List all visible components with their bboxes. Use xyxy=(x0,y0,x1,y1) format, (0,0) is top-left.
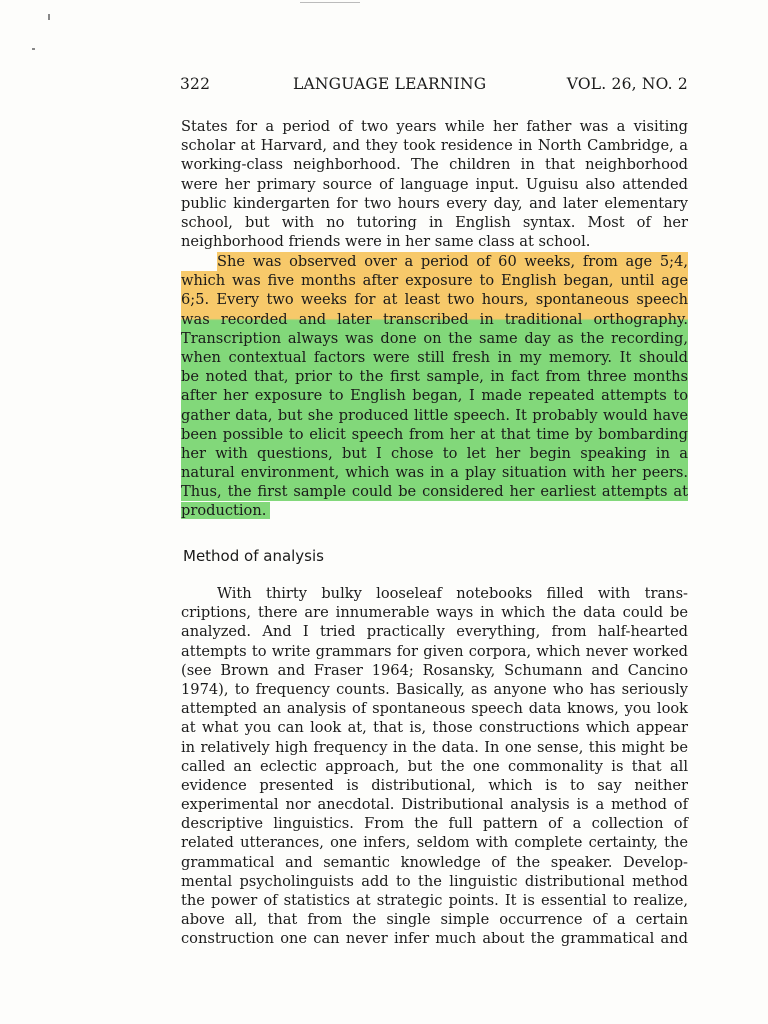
text-line: school, but with no tutoring in English syntax. Most of her xyxy=(181,213,688,231)
section-heading: Method of analysis xyxy=(183,547,324,565)
text-line: working-class neighborhood. The children in that neighborhood xyxy=(181,156,688,174)
highlight-green xyxy=(181,425,688,444)
paragraph-2-highlighted xyxy=(181,252,688,521)
text-line: the power of statistics at strategic points. It is essential to realize, xyxy=(181,892,688,909)
highlight-yellow xyxy=(181,271,688,290)
highlight-yellow xyxy=(181,290,688,309)
text-line: was recorded and later transcribed in traditional orthography. xyxy=(181,310,688,328)
highlight-green xyxy=(181,444,688,463)
text-line: natural environment, which was in a play situation with her peers. xyxy=(181,464,688,482)
text-line: evidence presented is distributional, which is to say neither xyxy=(181,776,688,794)
text-line: States for a period of two years while her father was a visiting xyxy=(181,118,688,135)
text-line: She was observed over a period of 60 weeks, from age 5;4, xyxy=(217,253,688,270)
running-header xyxy=(180,75,688,97)
paragraph-3 xyxy=(181,584,688,949)
text-line: Transcription always was done on the same day as the recording, xyxy=(181,329,688,347)
volume-issue: VOL. 26, NO. 2 xyxy=(566,75,688,93)
highlight-green xyxy=(181,406,688,425)
highlight-green xyxy=(181,367,688,386)
scan-artifact xyxy=(300,2,360,3)
text-line: neighborhood friends were in her same class at school. xyxy=(181,233,591,251)
text-line: 6;5. Every two weeks for at least two hours, spontaneous speech xyxy=(181,291,688,309)
text-line: public kindergarten for two hours every day, and later elementary xyxy=(181,194,688,212)
text-line: production. xyxy=(181,502,270,519)
highlight-yellow xyxy=(217,252,688,271)
text-line: analyzed. And I tried practically everything, from half-hearted xyxy=(181,623,688,641)
highlight-green xyxy=(181,463,688,482)
text-line: were her primary source of language input. Uguisu also attended xyxy=(181,175,688,193)
text-line: With thirty bulky looseleaf notebooks filled with trans- xyxy=(217,585,688,602)
highlight-green xyxy=(181,482,688,501)
text-line: attempted an analysis of spontaneous speech data knows, you look xyxy=(181,700,688,718)
highlight-green-last xyxy=(181,501,688,520)
text-line: mental psycholinguists add to the linguistic distributional method xyxy=(181,872,688,890)
highlight-green xyxy=(181,386,688,405)
text-line: descriptive linguistics. From the full pattern of a collection of xyxy=(181,815,688,833)
text-line: been possible to elicit speech from her at that time by bombarding xyxy=(181,425,688,443)
text-line: in relatively high frequency in the data. In one sense, this might be xyxy=(181,738,688,756)
text-line: experimental nor anecdotal. Distributional analysis is a method of xyxy=(181,796,688,814)
text-line: at what you can look at, that is, those constructions which appear xyxy=(181,719,688,737)
paragraph-1 xyxy=(181,117,688,251)
text-line: gather data, but she produced little speech. It probably would have xyxy=(181,406,688,424)
text-line: grammatical and semantic knowledge of the speaker. Develop- xyxy=(181,853,688,871)
text-line: (see Brown and Fraser 1964; Rosansky, Schumann and Cancino xyxy=(181,661,688,679)
text-line: be noted that, prior to the first sample, in fact from three months xyxy=(181,368,688,386)
text-line: related utterances, one infers, seldom with complete certainty, the xyxy=(181,834,688,852)
text-line: after her exposure to English began, I made repeated attempts to xyxy=(181,387,688,405)
text-line: criptions, there are innumerable ways in which the data could be xyxy=(181,604,688,622)
scan-artifact xyxy=(48,14,50,20)
highlight-green xyxy=(181,348,688,367)
text-line: attempts to write grammars for given corpora, which never worked xyxy=(181,642,688,660)
scan-artifact xyxy=(32,48,35,50)
highlight-split xyxy=(181,310,688,329)
text-line: which was five months after exposure to English began, until age xyxy=(181,272,688,290)
journal-title: LANGUAGE LEARNING xyxy=(293,75,487,93)
highlight-green xyxy=(181,329,688,348)
page-number: 322 xyxy=(180,75,211,93)
text-line: her with questions, but I chose to let her begin speaking in a xyxy=(181,444,688,462)
text-line: 1974), to frequency counts. Basically, as anyone who has seriously xyxy=(181,680,688,698)
text-line: construction one can never infer much about the grammatical and xyxy=(181,930,688,948)
text-line: called an eclectic approach, but the one commonality is that all xyxy=(181,757,688,775)
text-line: Thus, the first sample could be considered her earliest attempts at xyxy=(181,483,688,501)
text-line: scholar at Harvard, and they took residence in North Cambridge, a xyxy=(181,137,688,155)
text-line: above all, that from the single simple occurrence of a certain xyxy=(181,911,688,929)
text-line: when contextual factors were still fresh in my memory. It should xyxy=(181,348,688,366)
